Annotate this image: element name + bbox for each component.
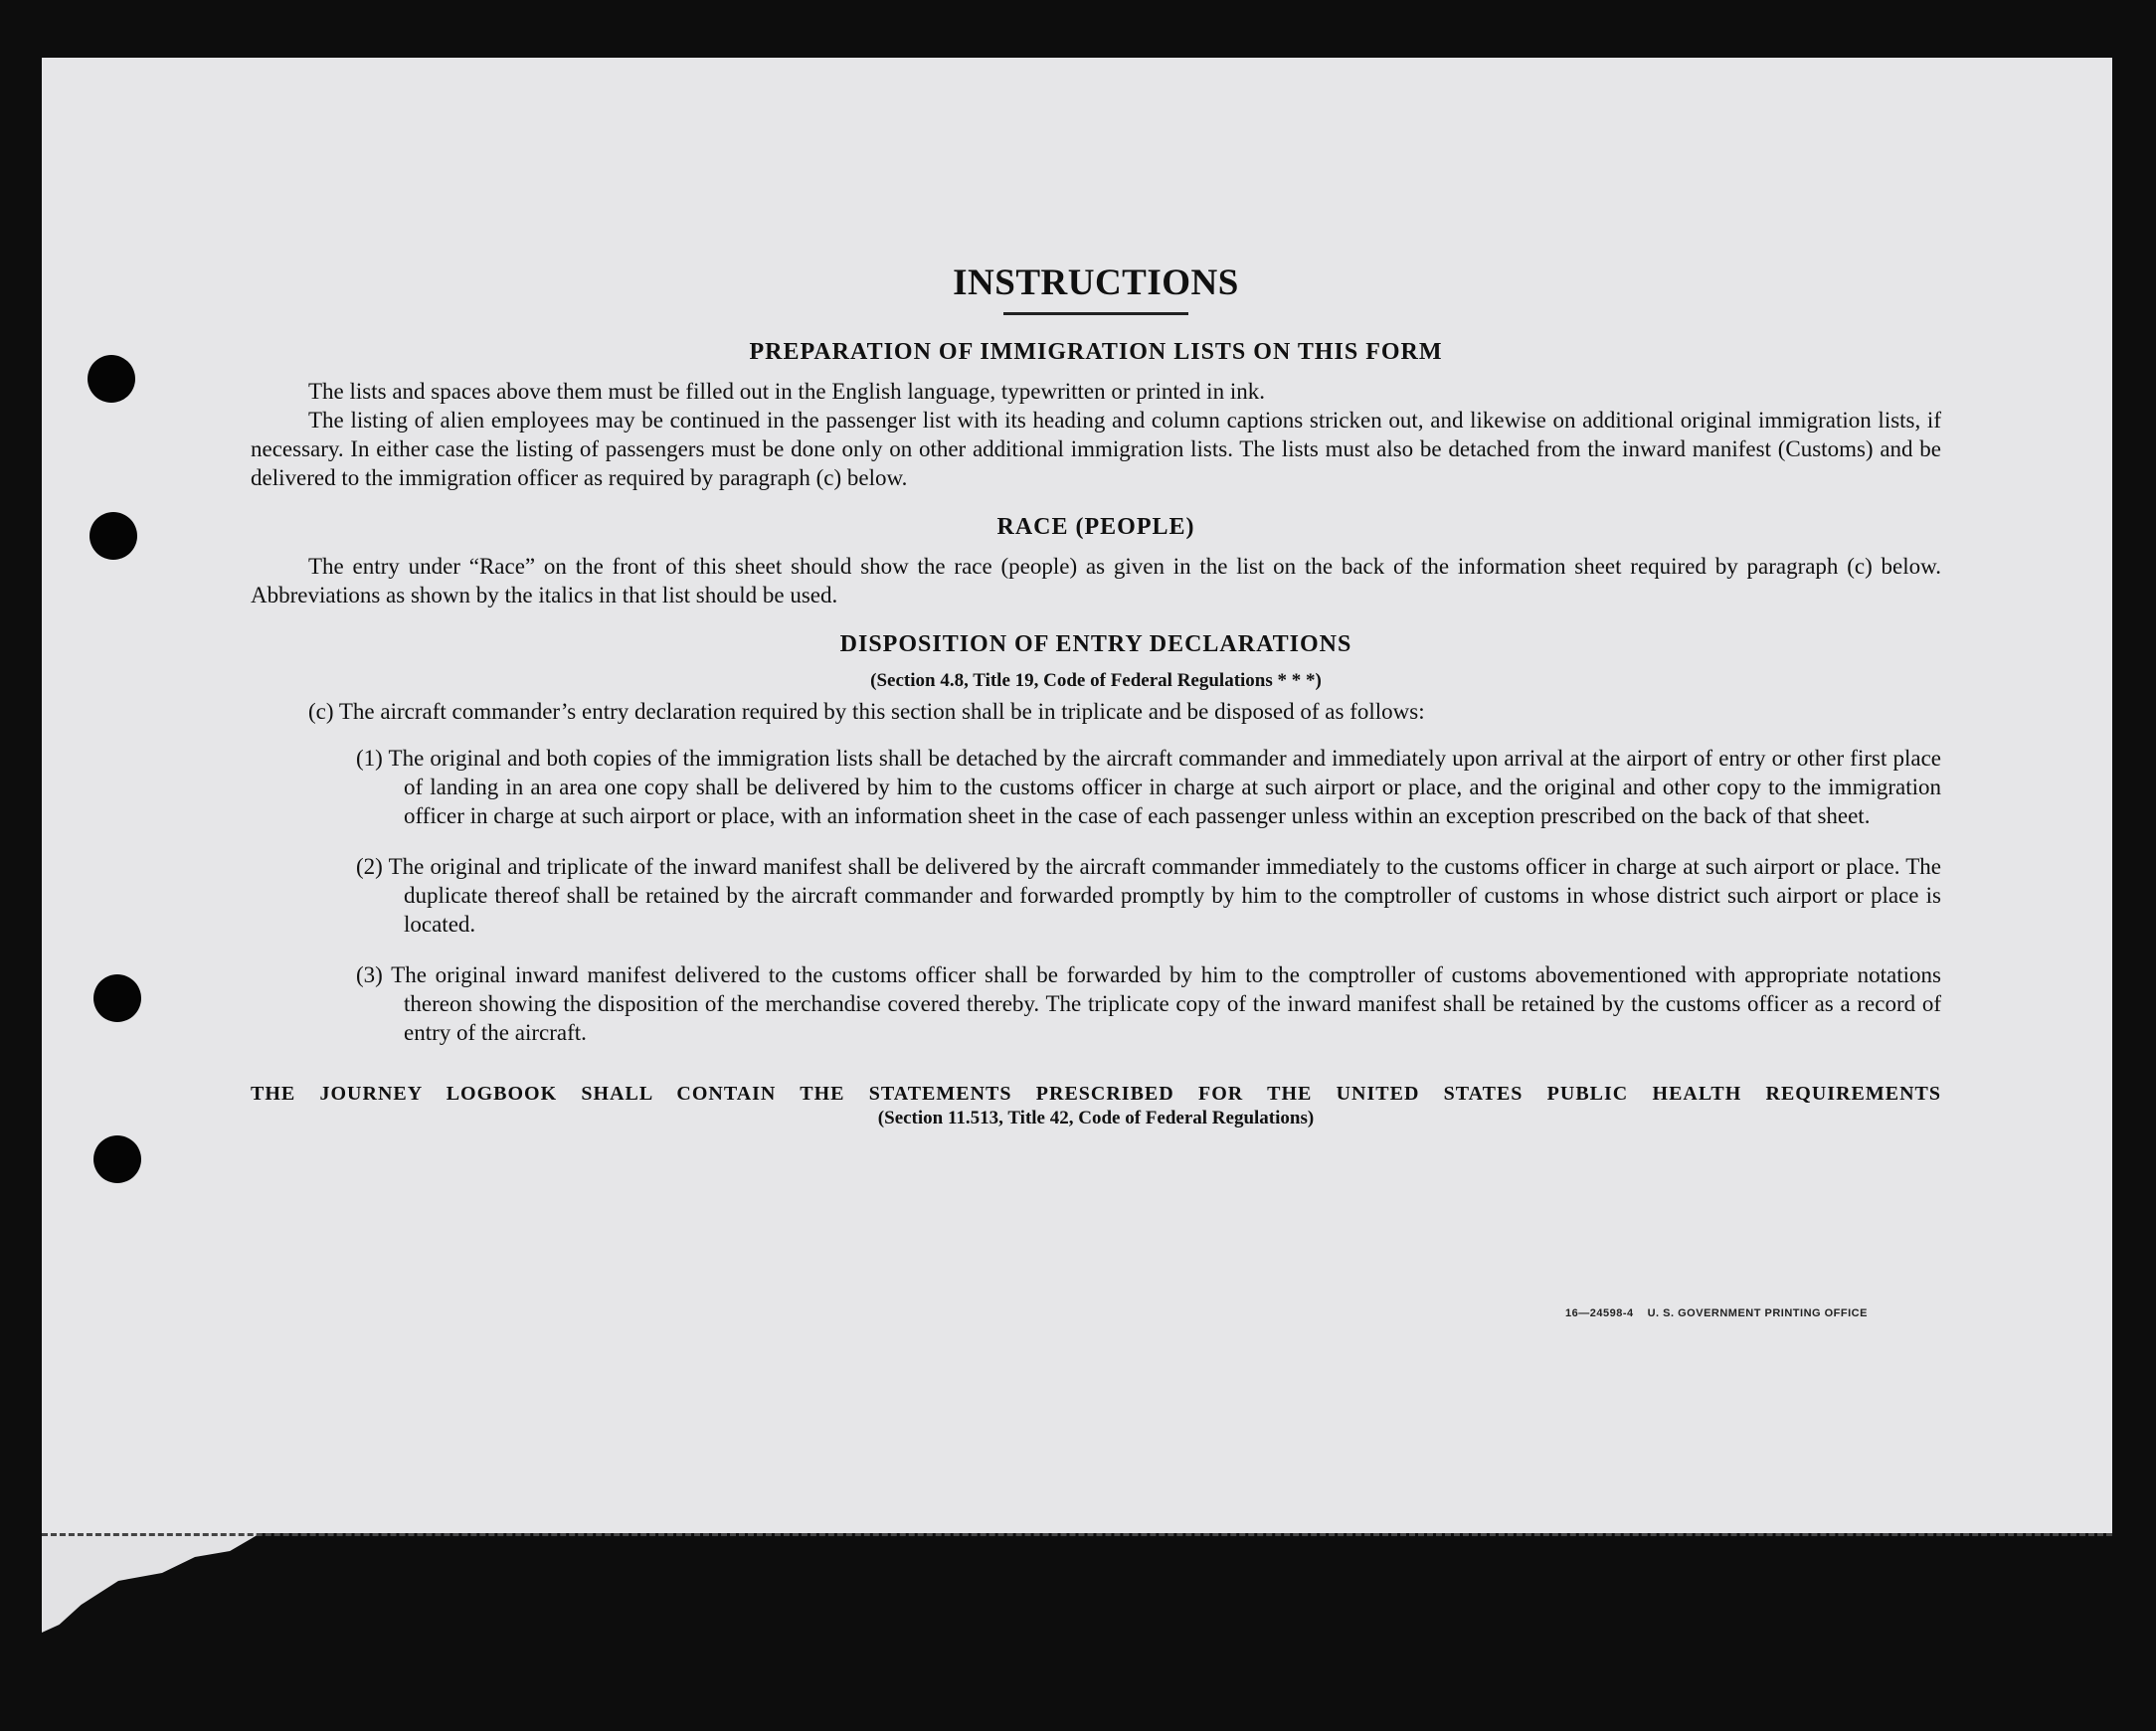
section-heading-race: RACE (PEOPLE) bbox=[996, 514, 1195, 540]
punch-hole-3 bbox=[93, 974, 141, 1022]
footer-statement: THE JOURNEY LOGBOOK SHALL CONTAIN THE STATEMENTS PRESCRIBED FOR THE UNITED STATES PUBLIC HEALTH REQUIREMENTS bbox=[251, 1083, 1941, 1105]
perforation-line bbox=[42, 1533, 2112, 1536]
footer-citation: (Section 11.513, Title 42, Code of Federal Regulations) bbox=[877, 1108, 1315, 1128]
paragraph-language: The lists and spaces above them must be filled out in the English language, typewritten or printed in ink. bbox=[308, 379, 1265, 404]
printer-name: U. S. GOVERNMENT PRINTING OFFICE bbox=[1647, 1307, 1868, 1319]
list-item: (1) The original and both copies of the immigration lists shall be detached by the aircraft commander and immediately upon arrival at the airport of entry or other first place of landing in an area one copy shall be delivered by him to the customs officer in charge at such airport or place, and the original and other copy to the immigration officer in charge at such airport or place, with an information sheet in the case of each passenger unless within an exception prescribed on the back of that sheet. bbox=[356, 746, 1941, 828]
title-underline bbox=[1003, 312, 1188, 315]
document-title: INSTRUCTIONS bbox=[953, 262, 1239, 303]
punch-hole-2 bbox=[90, 512, 137, 560]
paragraph-race: The entry under “Race” on the front of this sheet should show the race (people) as given in the list on the back of the information sheet required by paragraph (c) below. Abbreviations as shown by the italics in that list should be used. bbox=[251, 554, 1941, 607]
paragraph-alien-employees: The listing of alien employees may be continued in the passenger list with its heading and column captions stricken out, and likewise on additional original immigration lists, if necessary. In either case the listing of passengers must be done only on other additional immigration lists. The lists must also be detached from the inward manifest (Customs) and be delivered to the immigration officer as required by paragraph (c) below. bbox=[251, 408, 1941, 490]
punch-hole-1 bbox=[88, 355, 135, 403]
section-heading-disposition: DISPOSITION OF ENTRY DECLARATIONS bbox=[839, 631, 1352, 657]
list-item: (3) The original inward manifest delivered to the customs officer shall be forwarded by him to the comptroller of customs abovementioned with appropriate notations thereon showing the disposition of the merchandise covered thereby. The triplicate copy of the inward manifest shall be retained by the customs officer as a record of entry of the aircraft. bbox=[356, 962, 1941, 1045]
instructions-content bbox=[251, 260, 1941, 1130]
torn-corner bbox=[42, 1533, 261, 1633]
form-number: 16—24598-4 bbox=[1565, 1307, 1634, 1319]
print-code bbox=[1565, 1307, 1868, 1319]
list-item: (2) The original and triplicate of the inward manifest shall be delivered by the aircraft commander immediately to the customs officer in charge at such airport or place. The duplicate thereof shall be retained by the aircraft commander and forwarded promptly by him to the comptroller of customs in whose district such airport or place is located. bbox=[356, 854, 1941, 937]
punch-hole-4 bbox=[93, 1135, 141, 1183]
clause-c: (c) The aircraft commander’s entry declaration required by this section shall be in triplicate and be disposed of as follows: bbox=[308, 699, 1425, 724]
section-heading-preparation: PREPARATION OF IMMIGRATION LISTS ON THIS FORM bbox=[749, 339, 1443, 365]
section-citation: (Section 4.8, Title 19, Code of Federal Regulations * * *) bbox=[870, 670, 1322, 691]
